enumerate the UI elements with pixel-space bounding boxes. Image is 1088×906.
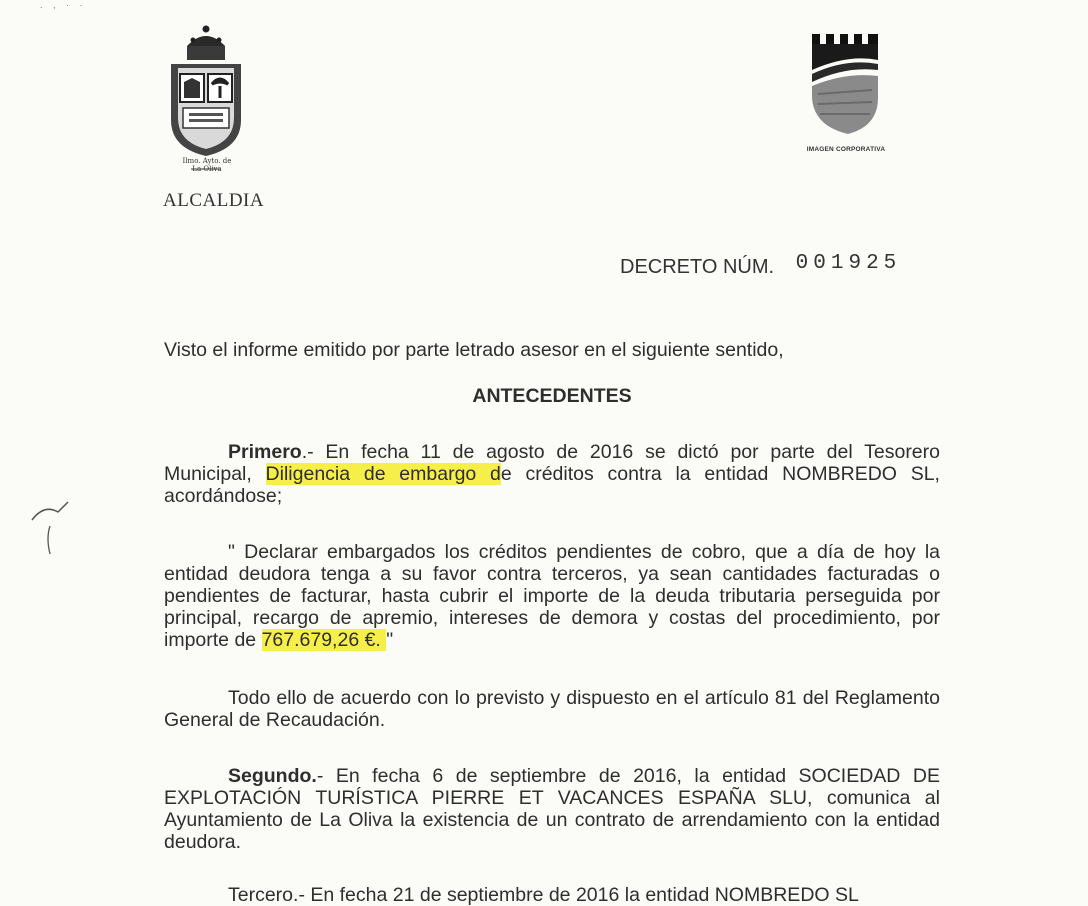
handwritten-margin-mark	[28, 498, 72, 558]
intro-paragraph: Visto el informe emitido por parte letrado asesor en el siguiente sentido,	[164, 339, 784, 361]
paragraph-tercero-partial: Tercero.- En fecha 21 de septiembre de 2016 la entidad NOMBREDO SL	[228, 884, 859, 906]
logo-caption: IMAGEN CORPORATIVA	[806, 146, 886, 153]
quote-text-b: "	[386, 629, 394, 651]
primero-text-a: En fecha 11 de agosto de 2016 se dictó por parte del Tesorero Municipal,	[164, 441, 940, 485]
antecedentes-heading: ANTECEDENTES	[472, 385, 632, 407]
section-heading	[164, 385, 940, 407]
crest-caption-line1: Ilmo. Ayto. de	[182, 157, 232, 165]
primero-label: Primero	[228, 441, 302, 463]
paragraph-primero	[164, 441, 940, 507]
paragraph-todo: Todo ello de acuerdo con lo previsto y dispuesto en el artículo 81 del Reglamento General de Recaudación.	[164, 687, 940, 731]
scan-specks: . , · ·	[40, 0, 87, 10]
corporate-logo-icon	[808, 34, 884, 136]
decree-number: 001925	[795, 252, 902, 275]
primero-separator: .-	[301, 441, 326, 463]
segundo-text: - En fecha 6 de septiembre de 2016, la entidad SOCIEDAD DE EXPLOTACIÓN TURÍSTICA PIERRE ET VACANCES ESPAÑA SLU, comunica al Ayuntamiento de La Oliva la existencia de un contrato de arrendamiento con la entidad deudora.	[164, 765, 940, 853]
segundo-label: Segundo.	[228, 765, 317, 787]
paragraph-segundo	[164, 765, 940, 853]
crest-caption	[168, 157, 246, 173]
primero-highlight: Diligencia de embargo d	[265, 463, 501, 485]
primero-text-b: e créditos contra la entidad NOMBREDO SL, acordándose;	[164, 463, 940, 507]
decree-label: DECRETO NÚM.	[620, 256, 775, 278]
coat-of-arms-icon	[165, 24, 247, 174]
quote-amount-highlight: 767.679,26 €.	[261, 629, 387, 651]
quote-paragraph	[164, 541, 940, 651]
decree-line	[620, 252, 902, 280]
quote-text-a: " Declarar embargados los créditos pendientes de cobro, que a día de hoy la entidad deudora tenga a su favor contra terceros, ya sean cantidades facturadas o pendientes de facturar, hasta cubrir el importe de la deuda tributaria perseguida por principal, recargo de apremio, intereses de demora y costas del procedimiento, por importe de	[164, 541, 940, 651]
department-label: ALCALDIA	[163, 190, 265, 211]
crest-caption-line2: La Oliva	[192, 165, 222, 173]
